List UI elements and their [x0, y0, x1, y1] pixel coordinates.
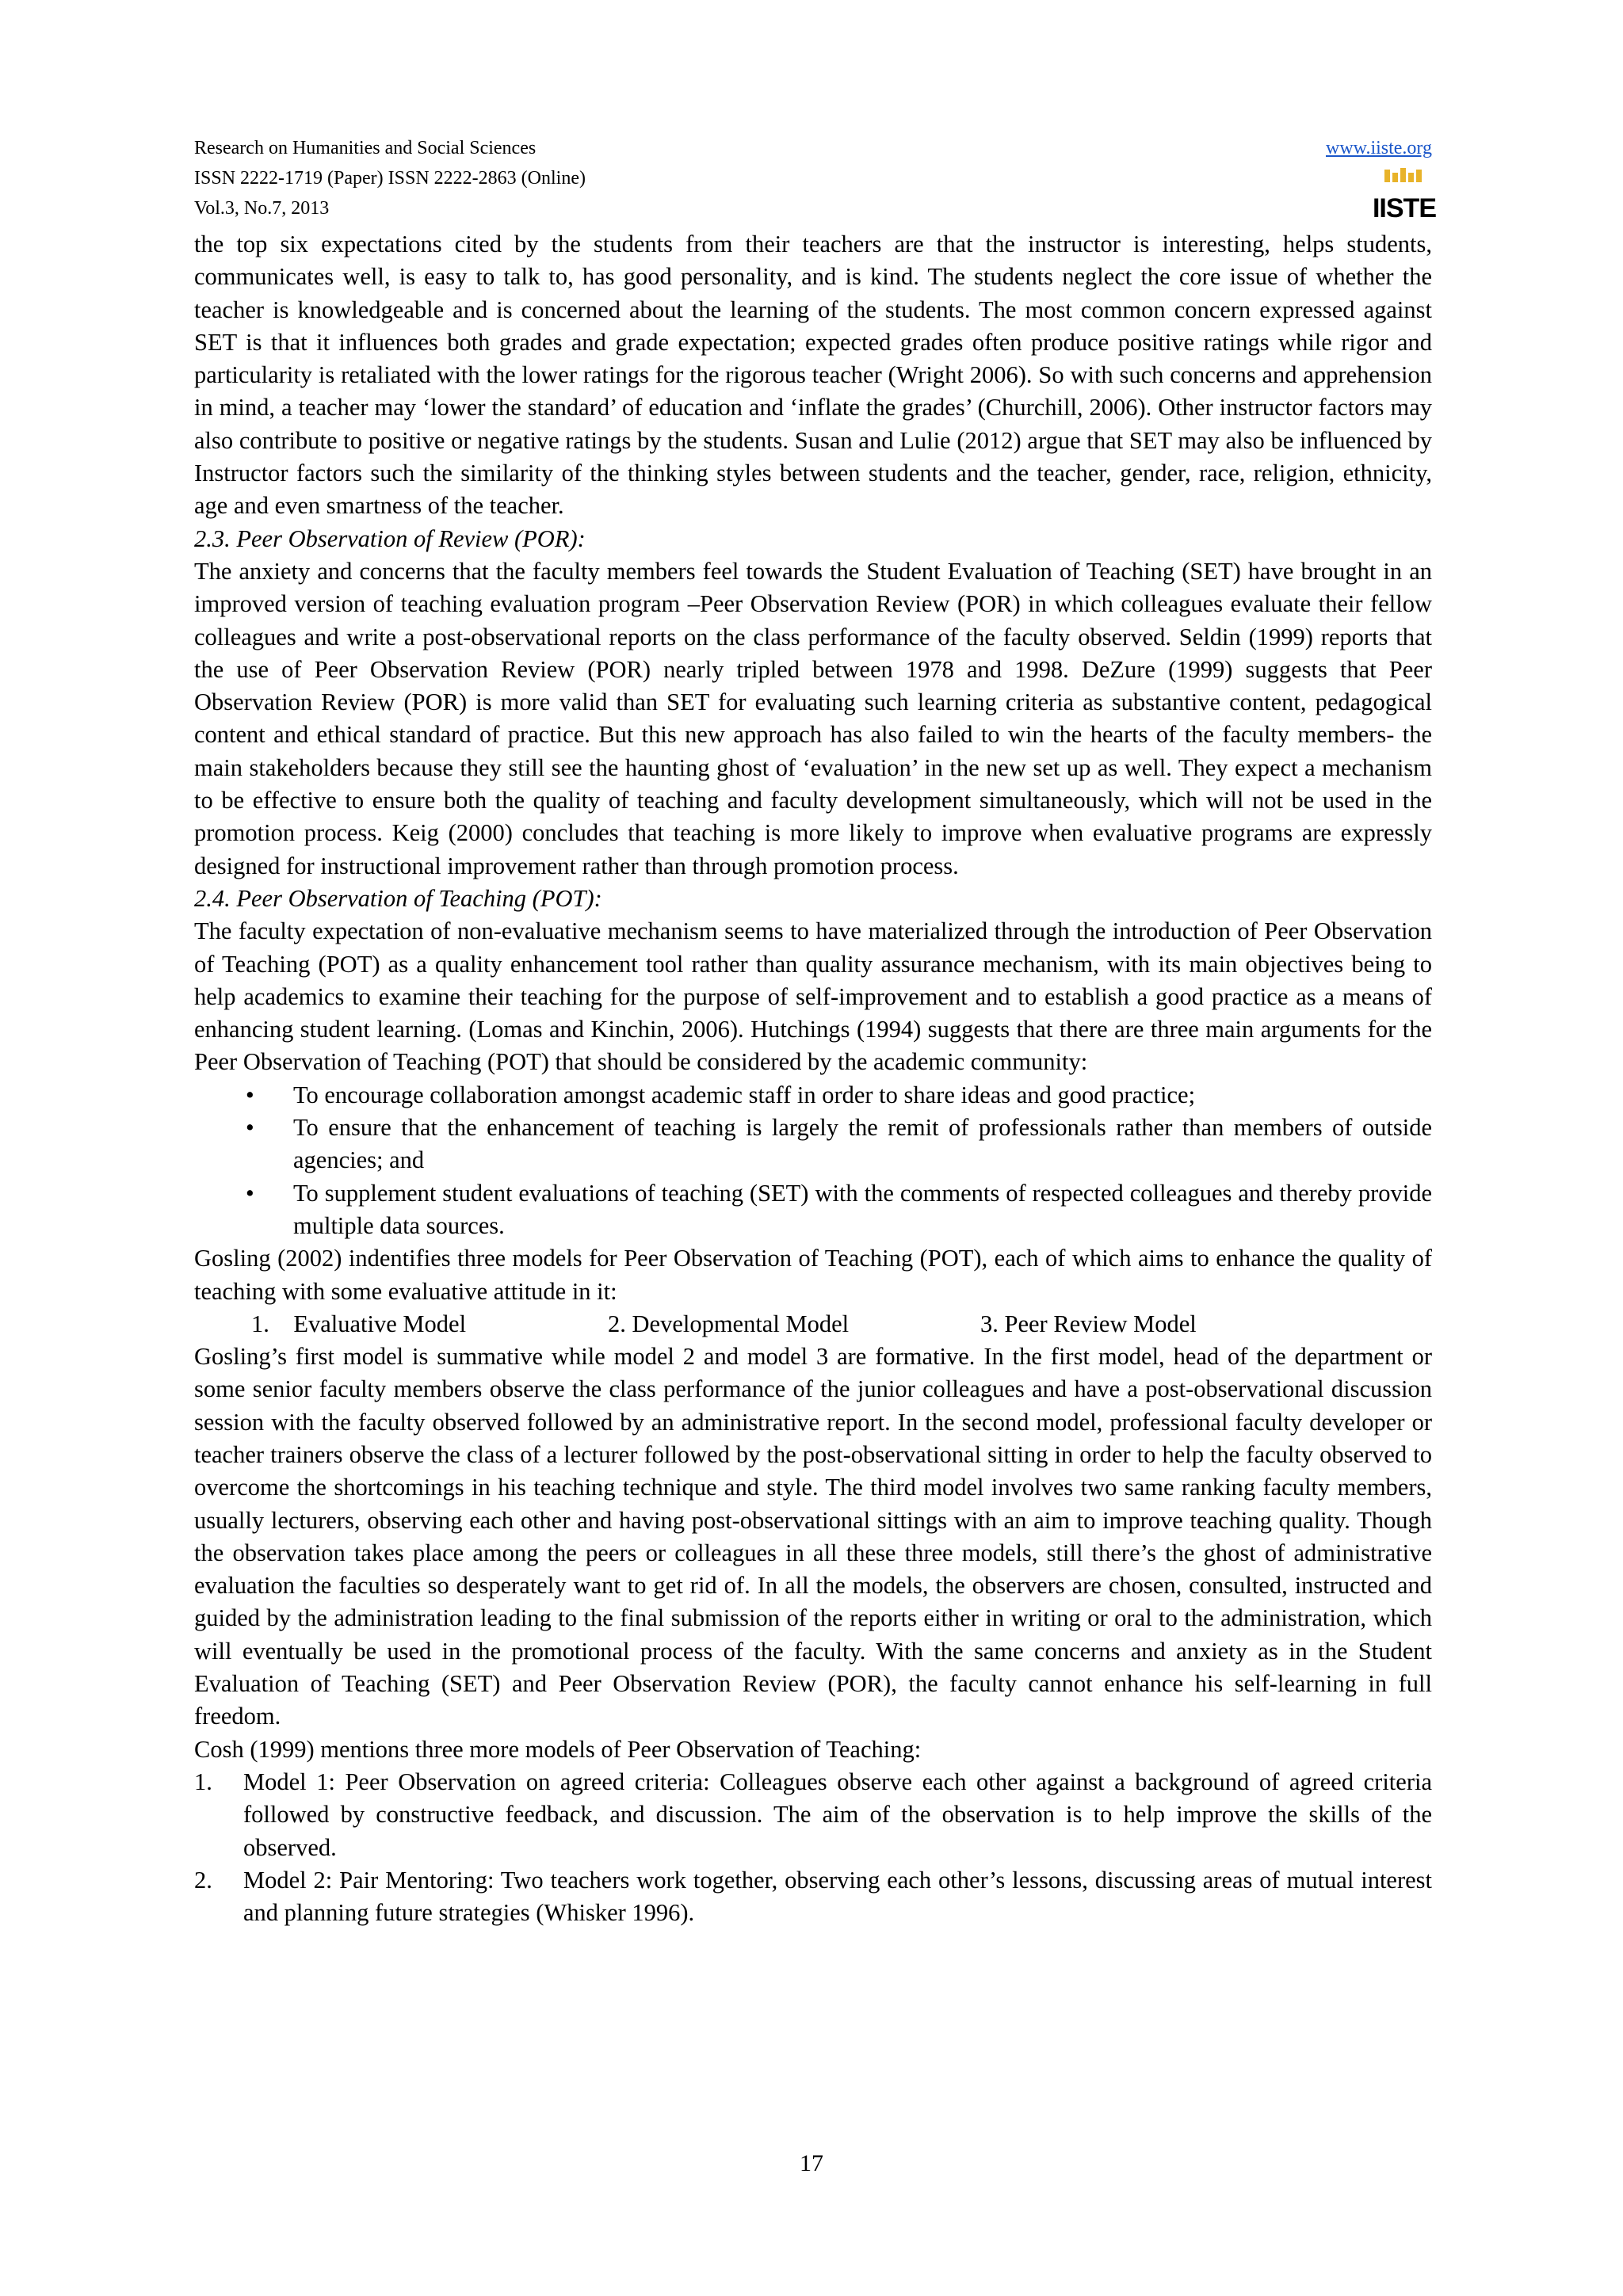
bullet-icon: •	[246, 1114, 254, 1142]
numbered-list	[194, 1766, 1432, 1929]
list-item-text: Model 2: Pair Mentoring: Two teachers work together, observing each other’s lessons, discussing areas of mutual interest and planning future strategies (Whisker 1996).	[243, 1866, 1432, 1927]
logo-text: IISTE	[1372, 193, 1437, 223]
list-item	[194, 1177, 1432, 1243]
paragraph-set-expectations: the top six expectations cited by the students from their teachers are that the instructor is interesting, helps students, communicates well, is easy to talk to, has good personality, and is kind. The students neglect the core issue of whether the teacher is knowledgeable and is concerned about the learning of the students. The most common concern expressed against SET is that it influences both grades and grade expectation; expected grades often produce positive ratings while rigor and particularity is retaliated with the lower ratings for the rigorous teacher (Wright 2006). So with such concerns and apprehension in mind, a teacher may ‘lower the standard’ of education and ‘inflate the grades’ (Churchill, 2006). Other instructor factors may also contribute to positive or negative ratings by the students. Susan and Lulie (2012) argue that SET may also be influenced by Instructor factors such the similarity of the thinking styles between students and the teacher, gender, race, religion, ethnicity, age and even smartness of the teacher.	[194, 231, 1432, 520]
section-heading-2-4: 2.4. Peer Observation of Teaching (POT):	[194, 884, 602, 912]
paragraph-gosling: Gosling (2002) indentifies three models for Peer Observation of Teaching (POT), each of which aims to enhance the quality of teaching with some evaluative attitude in it:	[194, 1245, 1432, 1305]
website-link[interactable]: www.iiste.org	[1326, 138, 1432, 158]
models-row	[194, 1308, 1432, 1341]
iiste-logo	[1372, 166, 1437, 223]
journal-title: Research on Humanities and Social Sciences	[194, 138, 537, 158]
model-item: 3. Peer Review Model	[980, 1310, 1197, 1337]
list-item	[194, 1864, 1432, 1930]
list-item-text: Model 1: Peer Observation on agreed criteria: Colleagues observe each other against a background of agreed criteria followed by constructive feedback, and discussion. The aim of the observation is to help improve the skills of the observed.	[243, 1768, 1432, 1861]
paragraph-gosling-models: Gosling’s first model is summative while model 2 and model 3 are formative. In the first model, head of the department or some senior faculty members observe the class performance of the junior colleagues and have a post-observational discussion session with the faculty observed followed by an administrative report. In the second model, professional faculty developer or teacher trainers observe the class of a lecturer followed by the post-observational sitting in order to help the faculty observed to overcome the shortcomings in his teaching technique and style. The third model involves two same ranking faculty members, usually lecturers, observing each other and having post-observational sittings with an aim to improve teaching quality. Though the observation takes place among the peers or colleagues in all these three models, still there’s the ghost of administrative evaluation the faculties so desperately want to get rid of. In all the models, the observers are chosen, consulted, instructed and guided by the administration leading to the final submission of the reports either in writing or oral to the administration, which will eventually be used in the promotional process of the faculty. With the same concerns and anxiety as in the Student Evaluation of Teaching (SET) and Peer Observation Review (POR), the faculty cannot enhance his self-learning in full freedom.	[194, 1343, 1432, 1730]
article-body	[194, 228, 1432, 1929]
paragraph-cosh: Cosh (1999) mentions three more models of Peer Observation of Teaching:	[194, 1735, 922, 1763]
list-item	[194, 1112, 1432, 1177]
model-item: 2. Developmental Model	[608, 1310, 850, 1337]
model-item: 1. Evaluative Model	[251, 1310, 467, 1337]
bullet-icon: •	[246, 1179, 254, 1207]
journal-meta	[194, 133, 1432, 223]
list-item-text: To ensure that the enhancement of teaching is largely the remit of professionals rather than members of outside agencies; and	[293, 1114, 1432, 1174]
list-item	[194, 1079, 1432, 1112]
list-number: 1.	[194, 1768, 212, 1795]
list-item	[194, 1766, 1432, 1864]
bullet-list	[194, 1079, 1432, 1242]
section-heading-2-3: 2.3. Peer Observation of Review (POR):	[194, 524, 586, 552]
page	[194, 133, 1437, 1929]
paragraph-pot: The faculty expectation of non-evaluative mechanism seems to have materialized through the introduction of Peer Observation of Teaching (POT) as a quality enhancement tool rather than quality assurance mechanism, with its main objectives being to help academics to examine their teaching for the purpose of self-improvement and to establish a good practice as a means of enhancing student learning. (Lomas and Kinchin, 2006). Hutchings (1994) suggests that there are three main arguments for the Peer Observation of Teaching (POT) that should be considered by the academic community:	[194, 917, 1432, 1076]
list-item-text: To encourage collaboration amongst academic staff in order to share ideas and good practice;	[293, 1081, 1196, 1108]
page-header	[194, 133, 1437, 228]
list-number: 2.	[194, 1866, 212, 1894]
bullet-icon: •	[246, 1081, 254, 1108]
journal-issn: ISSN 2222-1719 (Paper) ISSN 2222-2863 (Online)	[194, 168, 586, 189]
list-item-text: To supplement student evaluations of teaching (SET) with the comments of respected colleagues and thereby provide multiple data sources.	[293, 1179, 1432, 1239]
page-number: 17	[800, 2150, 823, 2176]
paragraph-por: The anxiety and concerns that the faculty members feel towards the Student Evaluation of Teaching (SET) have brought in an improved version of teaching evaluation program –Peer Observation Review (POR) in which colleagues evaluate their fellow colleagues and write a post-observational reports on the class performance of the faculty observed. Seldin (1999) reports that the use of Peer Observation Review (POR) nearly tripled between 1978 and 1998. DeZure (1999) suggests that Peer Observation Review (POR) is more valid than SET for evaluating such learning criteria as substantive content, pedagogical content and ethical standard of practice. But this new approach has also failed to win the hearts of the faculty members- the main stakeholders because they still see the haunting ghost of ‘evaluation’ in the new set up as well. They expect a mechanism to be effective to ensure both the quality of teaching and faculty development simultaneously, which will not be used in the promotion process. Keig (2000) concludes that teaching is more likely to improve when evaluative programs are expressly designed for instructional improvement rather than through promotion process.	[194, 557, 1432, 879]
journal-volume: Vol.3, No.7, 2013	[194, 198, 330, 219]
